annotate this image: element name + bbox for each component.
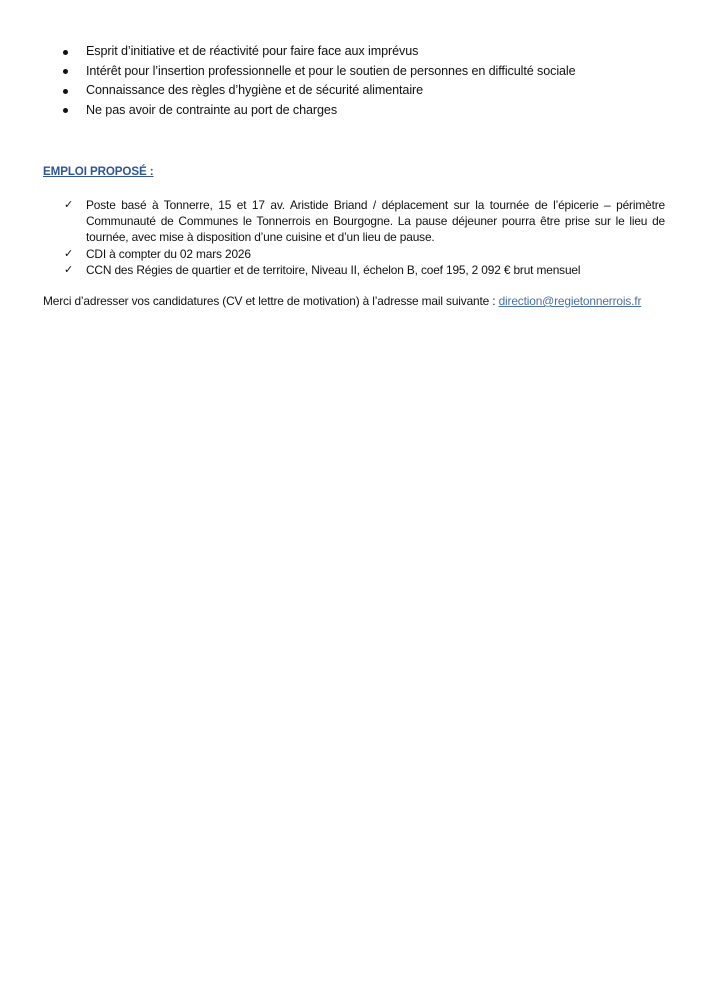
section-title-emploi: EMPLOI PROPOSÉ :: [43, 165, 154, 178]
bullet-dot-icon: [63, 50, 68, 55]
list-item: [0, 262, 708, 278]
email-link[interactable]: direction@regietonnerrois.fr: [498, 294, 642, 308]
skill-text: Esprit d’initiative et de réactivité pour faire face aux imprévus: [86, 44, 419, 58]
skills-list: [0, 42, 708, 120]
contact-text: Merci d’adresser vos candidatures (CV et lettre de motivation) à l’adresse mail suivante :: [43, 294, 499, 308]
checkmark-icon: ✓: [64, 198, 74, 211]
list-item: [0, 42, 708, 62]
emploi-item-text: Poste basé à Tonnerre, 15 et 17 av. Aristide Briand / déplacement sur la tournée de l’épicerie – périmètre Communauté de Communes le Tonnerrois en Bourgogne. La pause déjeuner pourra être prise sur le lieu de tournée, avec mise à disposition d’une cuisine et d’un lieu de pause.: [86, 198, 665, 245]
checkmark-icon: ✓: [64, 246, 74, 260]
list-item: [0, 62, 708, 82]
checkmark-icon: ✓: [64, 262, 74, 276]
bullet-dot-icon: [63, 69, 68, 74]
bullet-dot-icon: [63, 89, 68, 94]
list-item: [0, 197, 708, 246]
emploi-item-text: CDI à compter du 02 mars 2026: [86, 246, 251, 261]
list-item: [0, 246, 708, 262]
contact-paragraph: [43, 293, 683, 309]
emploi-list: [0, 197, 708, 278]
bullet-dot-icon: [63, 108, 68, 113]
skill-text: Connaissance des règles d’hygiène et de sécurité alimentaire: [86, 83, 424, 98]
emploi-item-text: CCN des Régies de quartier et de territoire, Niveau II, échelon B, coef 195, 2 092 € brut mensuel: [86, 262, 581, 277]
skill-text: Intérêt pour l’insertion professionnelle et pour le soutien de personnes en difficulté sociale: [86, 63, 576, 78]
list-item: [0, 101, 708, 121]
skill-text: Ne pas avoir de contrainte au port de charges: [86, 102, 338, 117]
list-item: [0, 81, 708, 101]
